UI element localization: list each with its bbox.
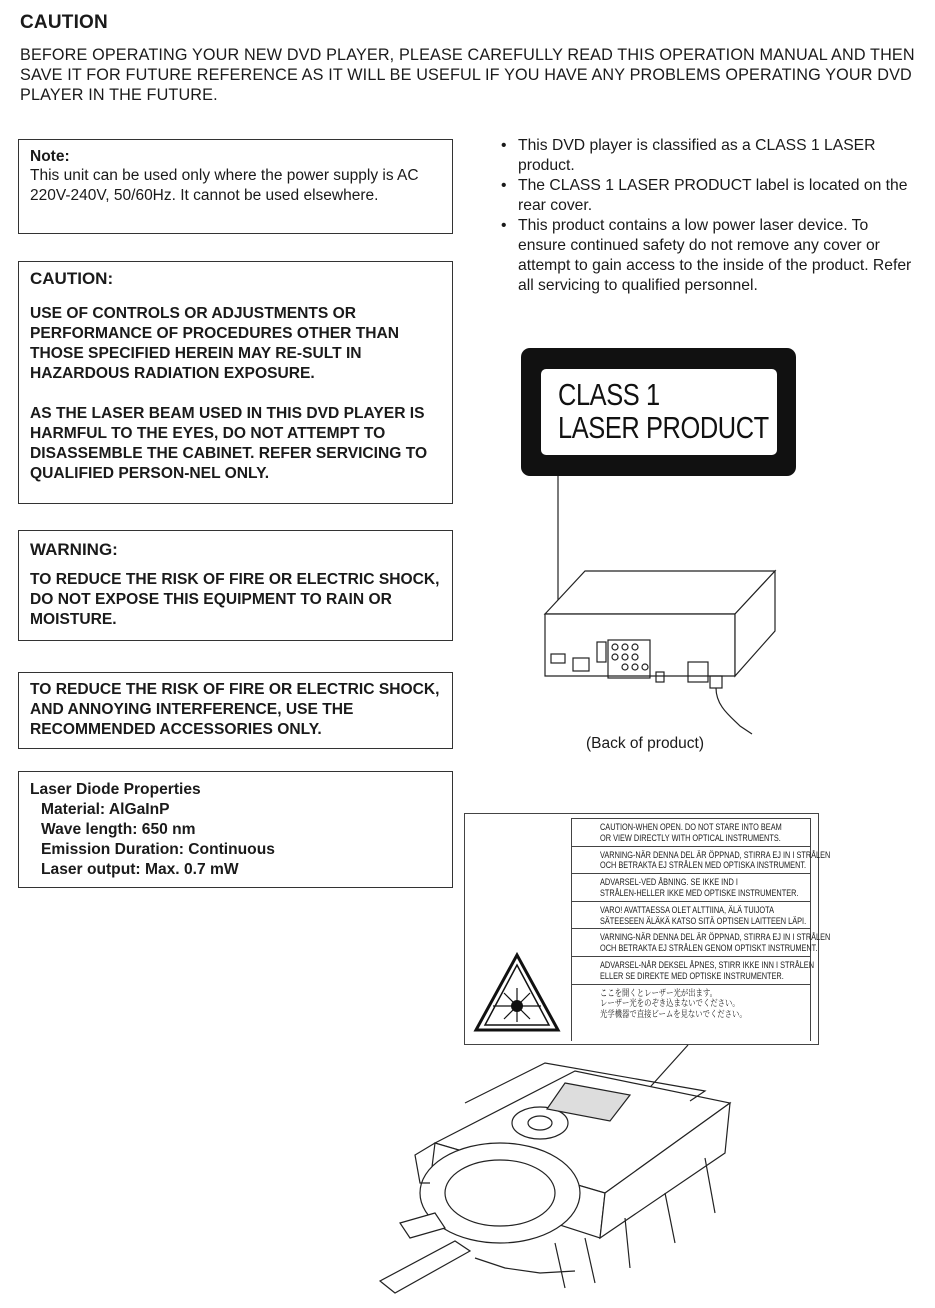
warning-label-entry — [572, 819, 810, 847]
warning-label-text: ADVARSEL-NÅR DEKSEL ÅPNES, STIRR IKKE INN I STRÅLEN — [600, 959, 815, 970]
warning-label-text: ELLER SE DIREKTE MED OPTISKE INSTRUMENTER. — [600, 970, 784, 981]
note-heading: Note: — [30, 148, 70, 165]
warning-box — [18, 530, 453, 641]
class-label-panel — [541, 369, 777, 455]
note-box — [18, 139, 453, 234]
warning-label-text: ADVARSEL-VED ÅBNING. SE IKKE IND I — [600, 877, 738, 888]
laser-wavelength: Wave length: 650 nm — [41, 821, 196, 838]
accessories-warning-box — [18, 672, 453, 749]
note-body: This unit can be used only where the power supply is AC 220V-240V, 50/60Hz. It cannot be used elsewhere. — [30, 167, 419, 204]
caution-box — [18, 261, 453, 504]
bullet-item: • This product contains a low power laser device. To ensure continued safety do not remove any cover or attempt to gain access to the inside of the product. Refer all servicing to qualified personnel. — [496, 216, 916, 296]
page-title: CAUTION — [20, 12, 108, 33]
accessories-warning-body: TO REDUCE THE RISK OF FIRE OR ELECTRIC SHOCK, AND ANNOYING INTERFERENCE, USE THE RECOMMENDED ACCESSORIES ONLY. — [30, 681, 440, 738]
laser-warning-label-panel — [464, 813, 831, 1045]
bullet-item: • This DVD player is classified as a CLASS 1 LASER product. — [496, 136, 916, 176]
dvd-player-back-illustration — [540, 476, 785, 738]
warning-label-text: OCH BETRAKTA EJ STRÅLEN MED OPTISKA INSTRUMENT. — [600, 860, 807, 871]
class-1-laser-label — [521, 348, 796, 476]
warning-label-text: CAUTION-WHEN OPEN. DO NOT STARE INTO BEAM — [600, 822, 782, 832]
warning-label-entry — [572, 957, 815, 985]
warning-label-entry — [572, 847, 831, 875]
laser-info-bullet-list — [496, 136, 916, 296]
warning-label-text: 光学機器で直接ビームを見ないでください。 — [600, 1009, 747, 1020]
laser-output: Laser output: Max. 0.7 mW — [41, 861, 239, 878]
warning-label-entry — [572, 902, 810, 930]
warning-label-entry — [572, 929, 831, 957]
warning-label-entry — [572, 985, 810, 1022]
warning-label-text: VARO! AVATTAESSA OLET ALTTIINA, ÄLÄ TUIJOTA — [600, 904, 774, 915]
bullet-item: • The CLASS 1 LASER PRODUCT label is located on the rear cover. — [496, 176, 916, 216]
warning-label-text: OR VIEW DIRECTLY WITH OPTICAL INSTRUMENTS. — [600, 832, 781, 843]
laser-properties-heading: Laser Diode Properties — [30, 781, 201, 798]
warning-label-text: SÄTEESEEN ÄLÄKÄ KATSO SITÄ OPTISEN LAITTEEN LÄPI. — [600, 915, 807, 926]
warning-body: TO REDUCE THE RISK OF FIRE OR ELECTRIC SHOCK, DO NOT EXPOSE THIS EQUIPMENT TO RAIN OR MOISTURE. — [30, 571, 440, 628]
laser-properties-box — [18, 771, 453, 888]
caution-paragraph-1: USE OF CONTROLS OR ADJUSTMENTS OR PERFORMANCE OF PROCEDURES OTHER THAN THOSE SPECIFIED HEREIN MAY RE-SULT IN HAZARDOUS RADIATION EXPOSURE. — [30, 305, 400, 382]
laser-material: Material: AlGaInP — [41, 801, 170, 818]
warning-label-text: VARNING-NÄR DENNA DEL ÄR ÖPPNAD, STIRRA EJ IN I STRÅLEN — [600, 932, 831, 943]
laser-pickup-mechanism-illustration — [375, 1043, 745, 1305]
laser-warning-text-block — [571, 818, 831, 1041]
laser-emission-duration: Emission Duration: Continuous — [41, 841, 275, 858]
class-label-line-1: CLASS 1 — [558, 377, 660, 412]
warning-label-text: VARNING-NÄR DENNA DEL ÄR ÖPPNAD, STIRRA EJ IN I STRÅLEN — [600, 849, 831, 860]
warning-label-text: ここを開くとレーザー光が出ます。 — [600, 987, 718, 998]
warning-label-text: STRÅLEN-HELLER IKKE MED OPTISKE INSTRUMENTER. — [600, 887, 799, 898]
caution-heading: CAUTION: — [30, 269, 114, 288]
back-of-product-caption: (Back of product) — [586, 735, 705, 752]
warning-heading: WARNING: — [30, 540, 118, 559]
warning-label-entry — [572, 874, 810, 902]
laser-hazard-icon — [473, 952, 561, 1034]
intro-paragraph: BEFORE OPERATING YOUR NEW DVD PLAYER, PLEASE CAREFULLY READ THIS OPERATION MANUAL AND THEN SAVE IT FOR FUTURE REFERENCE AS IT WILL BE USEFUL IF YOU HAVE ANY PROBLEMS OPERATING YOUR DVD PLAYER IN THE FUTURE. — [20, 46, 915, 104]
warning-label-text: OCH BETRAKTA EJ STRÅLEN GENOM OPTISKT INSTRUMENT. — [600, 943, 818, 954]
class-label-line-2: LASER PRODUCT — [558, 410, 769, 445]
warning-label-text: レーザー光をのぞき込まないでください。 — [600, 998, 740, 1009]
caution-paragraph-2: AS THE LASER BEAM USED IN THIS DVD PLAYER IS HARMFUL TO THE EYES, DO NOT ATTEMPT TO DISASSEMBLE THE CABINET. REFER SERVICING TO QUALIFIED PERSON-NEL ONLY. — [30, 405, 428, 482]
